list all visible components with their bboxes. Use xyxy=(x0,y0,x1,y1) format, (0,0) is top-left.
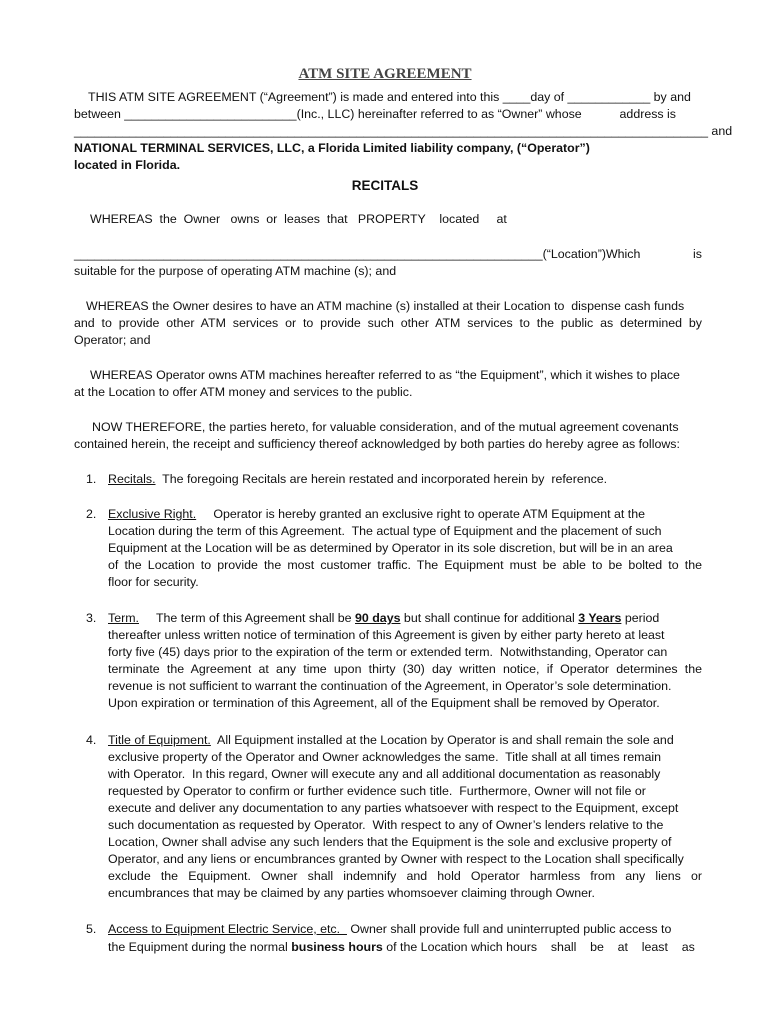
section-2-heading: Exclusive Right. xyxy=(108,507,197,521)
section-5-line-1 xyxy=(108,922,671,937)
section-4-line-2: exclusive property of the Operator and Owner acknowledges the same. Title shall at all times remain xyxy=(108,750,662,764)
now-therefore-line-1: NOW THEREFORE, the parties hereto, for valuable consideration, and of the mutual agreement covenants xyxy=(92,420,679,434)
section-4-line-1 xyxy=(108,733,674,748)
term-years: 3 Years xyxy=(578,611,622,625)
section-5-text-a: the Equipment during the normal xyxy=(108,940,292,954)
whereas-1-line-1: WHEREAS the Owner owns or leases that PROPERTY located at xyxy=(90,212,507,226)
section-2-line-3: Equipment at the Location will be as determined by Operator in its sole discretion, but will be in an area xyxy=(108,541,673,555)
intro-line-2: between _________________________(Inc., LLC) hereinafter referred to as “Owner” whose address is xyxy=(74,107,677,121)
section-3-text-a: The term of this Agreement shall be xyxy=(138,611,356,625)
section-4-line-7: Location, Owner shall advise any such lenders that the Equipment is the sole and exclusive property of xyxy=(108,835,672,849)
whereas-1-line-2-end: is xyxy=(693,247,702,261)
operator-location: located in Florida. xyxy=(74,158,181,172)
now-therefore-line-2: contained herein, the receipt and sufficiency thereof acknowledged by both parties do hereby agree as follows: xyxy=(74,437,680,451)
section-2-line-4: of the Location to provide the most customer traffic. The Equipment must be able to be bolted to the xyxy=(108,558,702,572)
intro-line-3: ____________________________________________________________________________________________ and xyxy=(74,124,733,138)
section-3-line-5: revenue is not sufficient to warrant the continuation of the Agreement, in Operator’s sole determination. xyxy=(108,679,672,693)
section-2-text: Operator is hereby granted an exclusive right to operate ATM Equipment at the xyxy=(196,507,645,521)
section-1-line-1 xyxy=(108,472,607,487)
whereas-2-line-2: and to provide other ATM services or to provide such other ATM services to the public as determined by xyxy=(74,316,702,330)
whereas-3-line-2: at the Location to offer ATM money and services to the public. xyxy=(74,385,413,399)
section-2-line-2: Location during the term of this Agreement. The actual type of Equipment and the placement of such xyxy=(108,524,662,538)
section-3-number: 3. xyxy=(86,611,97,625)
section-5-text: Owner shall provide full and uninterrupted public access to xyxy=(346,922,672,936)
operator-line: NATIONAL TERMINAL SERVICES, LLC, a Florida Limited liability company, (“Operator”) xyxy=(74,141,590,155)
whereas-2-line-3: Operator; and xyxy=(74,333,151,347)
section-1-number: 1. xyxy=(86,472,97,486)
section-4-line-9: exclude the Equipment. Owner shall indemnify and hold Operator harmless from any liens or xyxy=(108,869,702,883)
section-3-line-6: Upon expiration or termination of this Agreement, all of the Equipment shall be removed by Operator. xyxy=(108,696,660,710)
section-5-heading: Access to Equipment Electric Service, etc. xyxy=(108,922,347,936)
whereas-3-line-1: WHEREAS Operator owns ATM machines hereafter referred to as “the Equipment”, which it wishes to place xyxy=(90,368,680,382)
section-5-text-b: of the Location which hours shall be at least as xyxy=(382,940,695,954)
section-3-line-3: forty five (45) days prior to the expiration of the term or extended term. Notwithstanding, Operator can xyxy=(108,645,668,659)
section-2-line-1 xyxy=(108,507,645,522)
section-4-line-8: Operator, and any liens or encumbrances granted by Owner with respect to the Location shall specifically xyxy=(108,852,684,866)
section-3-heading: Term. xyxy=(108,611,139,625)
section-4-line-5: execute and deliver any documentation to any parties whatsoever with respect to the Equipment, except xyxy=(108,801,679,815)
whereas-1-line-2: ____________________________________________________________________(“Location”)Which xyxy=(74,247,641,261)
term-days: 90 days xyxy=(355,611,401,625)
section-4-line-3: with Operator. In this regard, Owner will execute any and all additional documentation as reasonably xyxy=(108,767,661,781)
business-hours: business hours xyxy=(291,940,383,954)
section-2-number: 2. xyxy=(86,507,97,521)
section-3-line-1 xyxy=(108,611,659,626)
whereas-2-line-1: WHEREAS the Owner desires to have an ATM machine (s) installed at their Location to dispense cash funds xyxy=(86,299,685,313)
section-1-heading: Recitals. xyxy=(108,472,156,486)
section-5-number: 5. xyxy=(86,922,97,936)
section-3-text-c: period xyxy=(621,611,660,625)
section-4-heading: Title of Equipment. xyxy=(108,733,211,747)
section-3-text-b: but shall continue for additional xyxy=(400,611,579,625)
section-4-line-10: encumbrances that may be claimed by any parties whomsoever claiming through Owner. xyxy=(108,886,595,900)
section-2-line-5: floor for security. xyxy=(108,575,199,589)
section-4-line-4: requested by Operator to confirm or further evidence such title. Furthermore, Owner will not file or xyxy=(108,784,646,798)
section-4-line-6: such documentation as requested by Operator. With respect to any of Owner’s lenders relative to the xyxy=(108,818,664,832)
whereas-1-line-3: suitable for the purpose of operating ATM machine (s); and xyxy=(74,264,397,278)
section-4-text: All Equipment installed at the Location by Operator is and shall remain the sole and xyxy=(210,733,674,747)
section-5-line-2 xyxy=(108,940,695,955)
section-1-text: The foregoing Recitals are herein restated and incorporated herein by reference. xyxy=(155,472,608,486)
recitals-heading: RECITALS xyxy=(351,178,419,193)
section-3-line-2: thereafter unless written notice of termination of this Agreement is given by either party hereto at least xyxy=(108,628,665,642)
section-3-line-4: terminate the Agreement at any time upon thirty (30) day written notice, if Operator determines the xyxy=(108,662,702,676)
section-4-number: 4. xyxy=(86,733,97,747)
intro-line-1: THIS ATM SITE AGREEMENT (“Agreement”) is made and entered into this ____day of ____________ by and xyxy=(88,90,691,104)
document-title: ATM SITE AGREEMENT xyxy=(298,66,472,82)
